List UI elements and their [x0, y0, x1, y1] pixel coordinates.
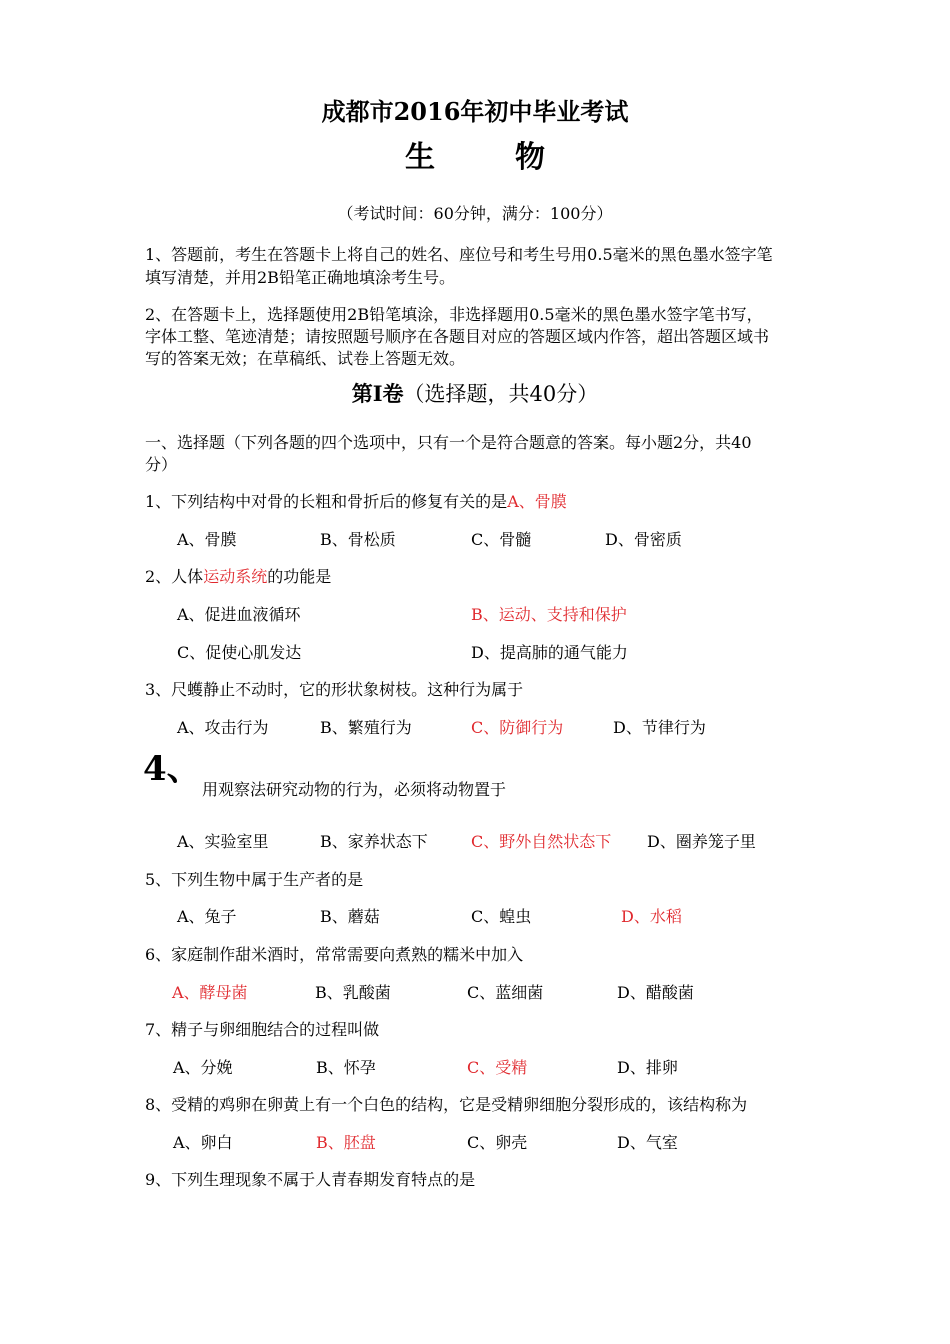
question-2-keyword: 运动系统 [203, 567, 268, 586]
section-instructions-line-1: 一、选择题（下列各题的四个选项中，只有一个是符合题意的答案。每小题2分，共40 [145, 433, 752, 452]
question-2-stem [145, 567, 331, 587]
question-5-option-b: B、蘑菇 [320, 907, 380, 926]
question-8-stem: 8、受精的鸡卵在卵黄上有一个白色的结构，它是受精卵细胞分裂形成的，该结构称为 [145, 1095, 748, 1114]
question-3-option-c: C、防御行为 [471, 718, 564, 737]
section-heading-bold: 第Ⅰ卷 [351, 381, 404, 406]
question-8-option-c: C、卵壳 [467, 1133, 528, 1152]
question-5-option-a: A、兔子 [177, 907, 237, 926]
note-1-line-1: 1、答题前，考生在答题卡上将自己的姓名、座位号和考生号用0.5毫米的黑色墨水签字笔 [145, 245, 773, 264]
question-7-option-c: C、受精 [467, 1058, 528, 1077]
question-7-stem: 7、精子与卵细胞结合的过程叫做 [145, 1020, 380, 1039]
question-6-option-c: C、蓝细菌 [467, 983, 544, 1002]
question-2-text-pre: 2、人体 [145, 567, 204, 586]
question-6-option-b: B、乳酸菌 [315, 983, 391, 1002]
question-8-option-d: D、气室 [617, 1133, 678, 1152]
question-8-option-b: B、胚盘 [316, 1133, 376, 1152]
question-5-option-c: C、蝗虫 [471, 907, 532, 926]
question-5-stem: 5、下列生物中属于生产者的是 [145, 870, 364, 889]
question-1-option-b: B、骨松质 [320, 530, 396, 549]
question-6-stem: 6、家庭制作甜米酒时，常常需要向煮熟的糯米中加入 [145, 945, 524, 964]
section-heading [0, 381, 950, 407]
exam-info: （考试时间：60分钟，满分：100分） [337, 204, 613, 223]
exam-title: 成都市2016年初中毕业考试 [321, 97, 629, 126]
note-1-line-2: 填写清楚，并用2B铅笔正确地填涂考生号。 [145, 268, 455, 287]
question-1-option-d: D、骨密质 [605, 530, 682, 549]
note-2-line-1: 2、在答题卡上，选择题使用2B铅笔填涂，非选择题用0.5毫米的黑色墨水签字笔书写， [145, 305, 763, 324]
question-4-number: 4、 [143, 749, 201, 789]
question-7-option-a: A、分娩 [173, 1058, 233, 1077]
question-2-text-post: 的功能是 [267, 567, 332, 586]
question-1-option-a: A、骨膜 [177, 530, 237, 549]
question-1-stem [145, 492, 567, 512]
question-3-option-d: D、节律行为 [613, 718, 706, 737]
question-2-option-a: A、促进血液循环 [177, 605, 301, 624]
question-5-option-d: D、水稻 [621, 907, 682, 926]
question-4-option-c: C、野外自然状态下 [471, 832, 612, 851]
question-1-text: 1、下列结构中对骨的长粗和骨折后的修复有关的是 [145, 492, 508, 511]
question-4-option-a: A、实验室里 [177, 832, 269, 851]
note-2-line-2: 字体工整、笔迹清楚；请按照题号顺序在各题目对应的答题区域内作答，超出答题区域书 [145, 327, 770, 346]
section-heading-rest: （选择题，共40分） [403, 382, 599, 406]
question-6-option-a: A、酵母菌 [172, 983, 248, 1002]
question-3-stem: 3、尺蠖静止不动时，它的形状象树枝。这种行为属于 [145, 680, 524, 699]
question-8-option-a: A、卵白 [173, 1133, 233, 1152]
question-7-option-d: D、排卵 [617, 1058, 678, 1077]
section-instructions-line-2: 分） [145, 455, 178, 474]
question-2-option-b: B、运动、支持和保护 [471, 605, 627, 624]
question-4-option-d: D、圈养笼子里 [647, 832, 756, 851]
question-7-option-b: B、怀孕 [316, 1058, 376, 1077]
note-2-line-3: 写的答案无效；在草稿纸、试卷上答题无效。 [145, 349, 466, 368]
question-1-option-c: C、骨髓 [471, 530, 532, 549]
subject-title: 生物 [405, 140, 625, 175]
question-4-stem: 用观察法研究动物的行为，必须将动物置于 [202, 780, 507, 799]
question-1-answer: A、骨膜 [507, 492, 567, 511]
question-2-option-c: C、促使心肌发达 [177, 643, 302, 662]
question-3-option-b: B、繁殖行为 [320, 718, 412, 737]
question-9-stem: 9、下列生理现象不属于人青春期发育特点的是 [145, 1170, 476, 1189]
question-6-option-d: D、醋酸菌 [617, 983, 694, 1002]
question-3-option-a: A、攻击行为 [177, 718, 269, 737]
question-2-option-d: D、提高肺的通气能力 [471, 643, 628, 662]
question-4-option-b: B、家养状态下 [320, 832, 428, 851]
